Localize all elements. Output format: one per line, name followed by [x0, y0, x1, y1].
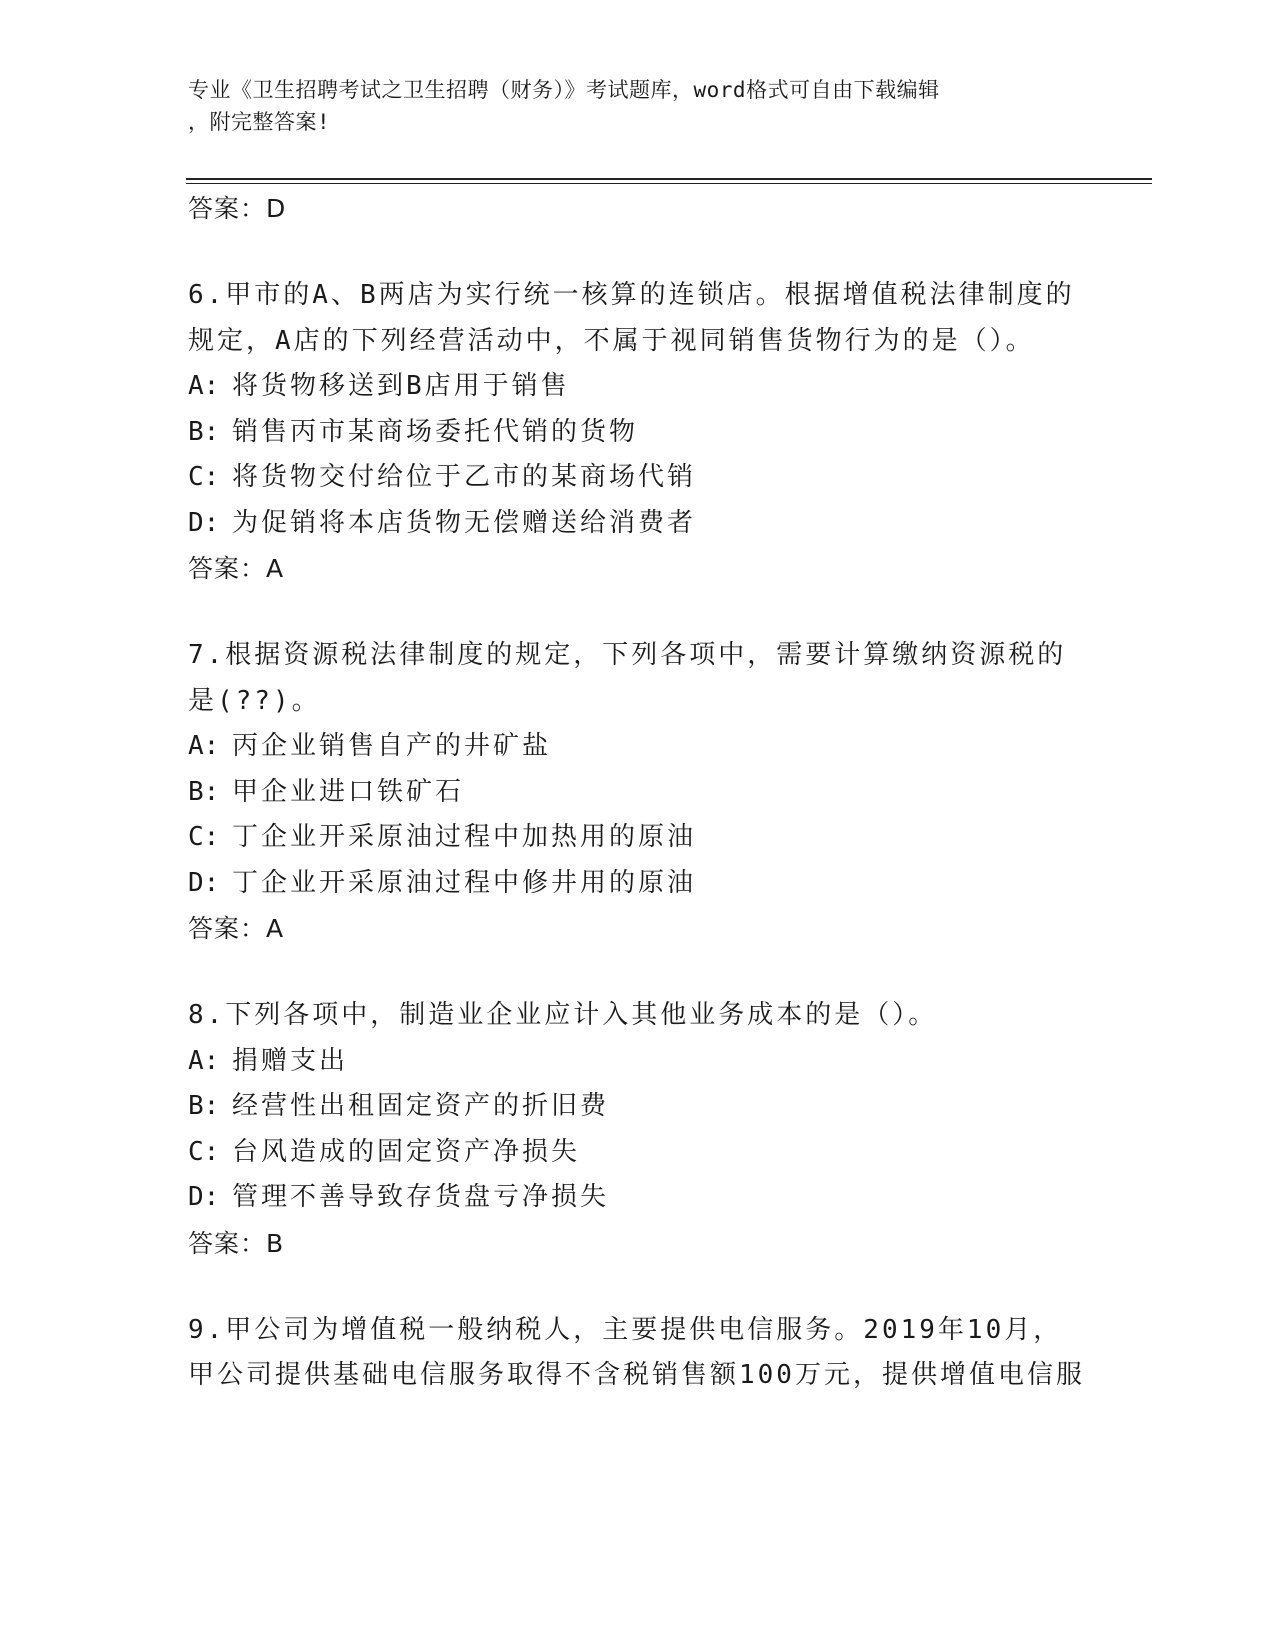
- option-key: C:: [188, 822, 220, 852]
- question-8: [188, 993, 1088, 1267]
- option-a: [188, 724, 1088, 770]
- option-key: B:: [188, 1091, 220, 1121]
- option-text: 丙企业销售自产的井矿盐: [232, 731, 552, 761]
- option-text: 为促销将本店货物无偿赠送给消费者: [232, 507, 697, 538]
- option-text: 捐赠支出: [232, 1045, 349, 1076]
- header-line-1: 专业《卫生招聘考试之卫生招聘（财务）》考试题库，word格式可自由下载编辑: [188, 78, 940, 102]
- option-d: [188, 861, 1088, 907]
- option-text: 将货物移送到B店用于销售: [232, 371, 570, 401]
- answer: 答案：A: [188, 914, 285, 943]
- question-text: 7.根据资源税法律制度的规定，下列各项中，需要计算缴纳资源税的是(??)。: [188, 640, 1067, 716]
- option-a: [188, 364, 1088, 410]
- question-7: [188, 633, 1088, 952]
- option-a: [188, 1039, 1088, 1085]
- option-text: 丁企业开采原油过程中修井用的原油: [232, 867, 697, 898]
- option-key: B:: [188, 416, 220, 447]
- option-d: [188, 501, 1088, 547]
- question-text: 8.下列各项中，制造业企业应计入其他业务成本的是（）。: [188, 1000, 938, 1030]
- option-text: 将货物交付给位于乙市的某商场代销: [232, 462, 697, 492]
- option-key: C:: [188, 1136, 220, 1167]
- header-rule-thin: [186, 183, 1152, 184]
- option-text: 丁企业开采原油过程中加热用的原油: [232, 822, 697, 852]
- answer: 答案：B: [188, 1228, 285, 1258]
- option-key: B:: [188, 776, 220, 807]
- option-b: [188, 1084, 1088, 1130]
- option-c: [188, 455, 1088, 501]
- question-6: [188, 273, 1088, 592]
- option-key: D:: [188, 507, 220, 538]
- header-line-2: ，附完整答案!: [188, 110, 331, 134]
- option-text: 销售丙市某商场委托代销的货物: [232, 416, 639, 447]
- answer-previous: 答案：D: [188, 194, 287, 223]
- option-key: D:: [188, 1182, 220, 1212]
- option-d: [188, 1175, 1088, 1221]
- document-body: [188, 186, 1088, 1399]
- option-text: 台风造成的固定资产净损失: [232, 1136, 581, 1167]
- option-key: A:: [188, 1045, 220, 1076]
- header-rule-thick: [186, 178, 1152, 180]
- document-header: [188, 74, 1068, 138]
- option-text: 管理不善导致存货盘亏净损失: [232, 1182, 610, 1212]
- option-text: 经营性出租固定资产的折旧费: [232, 1091, 610, 1121]
- option-key: D:: [188, 867, 220, 898]
- option-c: [188, 815, 1088, 861]
- option-text: 甲企业进口铁矿石: [232, 776, 465, 807]
- option-key: C:: [188, 462, 220, 492]
- option-key: A:: [188, 731, 220, 761]
- question-text: 6.甲市的A、B两店为实行统一核算的连锁店。根据增值税法律制度的规定，A店的下列经营活动中，不属于视同销售货物行为的是（）。: [188, 280, 1075, 356]
- option-c: [188, 1130, 1088, 1176]
- question-9: [188, 1308, 1088, 1399]
- option-b: [188, 770, 1088, 816]
- question-text: 9.甲公司为增值税一般纳税人，主要提供电信服务。2019年10月，甲公司提供基础电信服务取得不含税销售额100万元，提供增值电信服: [188, 1314, 1085, 1390]
- option-key: A:: [188, 371, 220, 401]
- answer: 答案：A: [188, 554, 285, 583]
- option-b: [188, 410, 1088, 456]
